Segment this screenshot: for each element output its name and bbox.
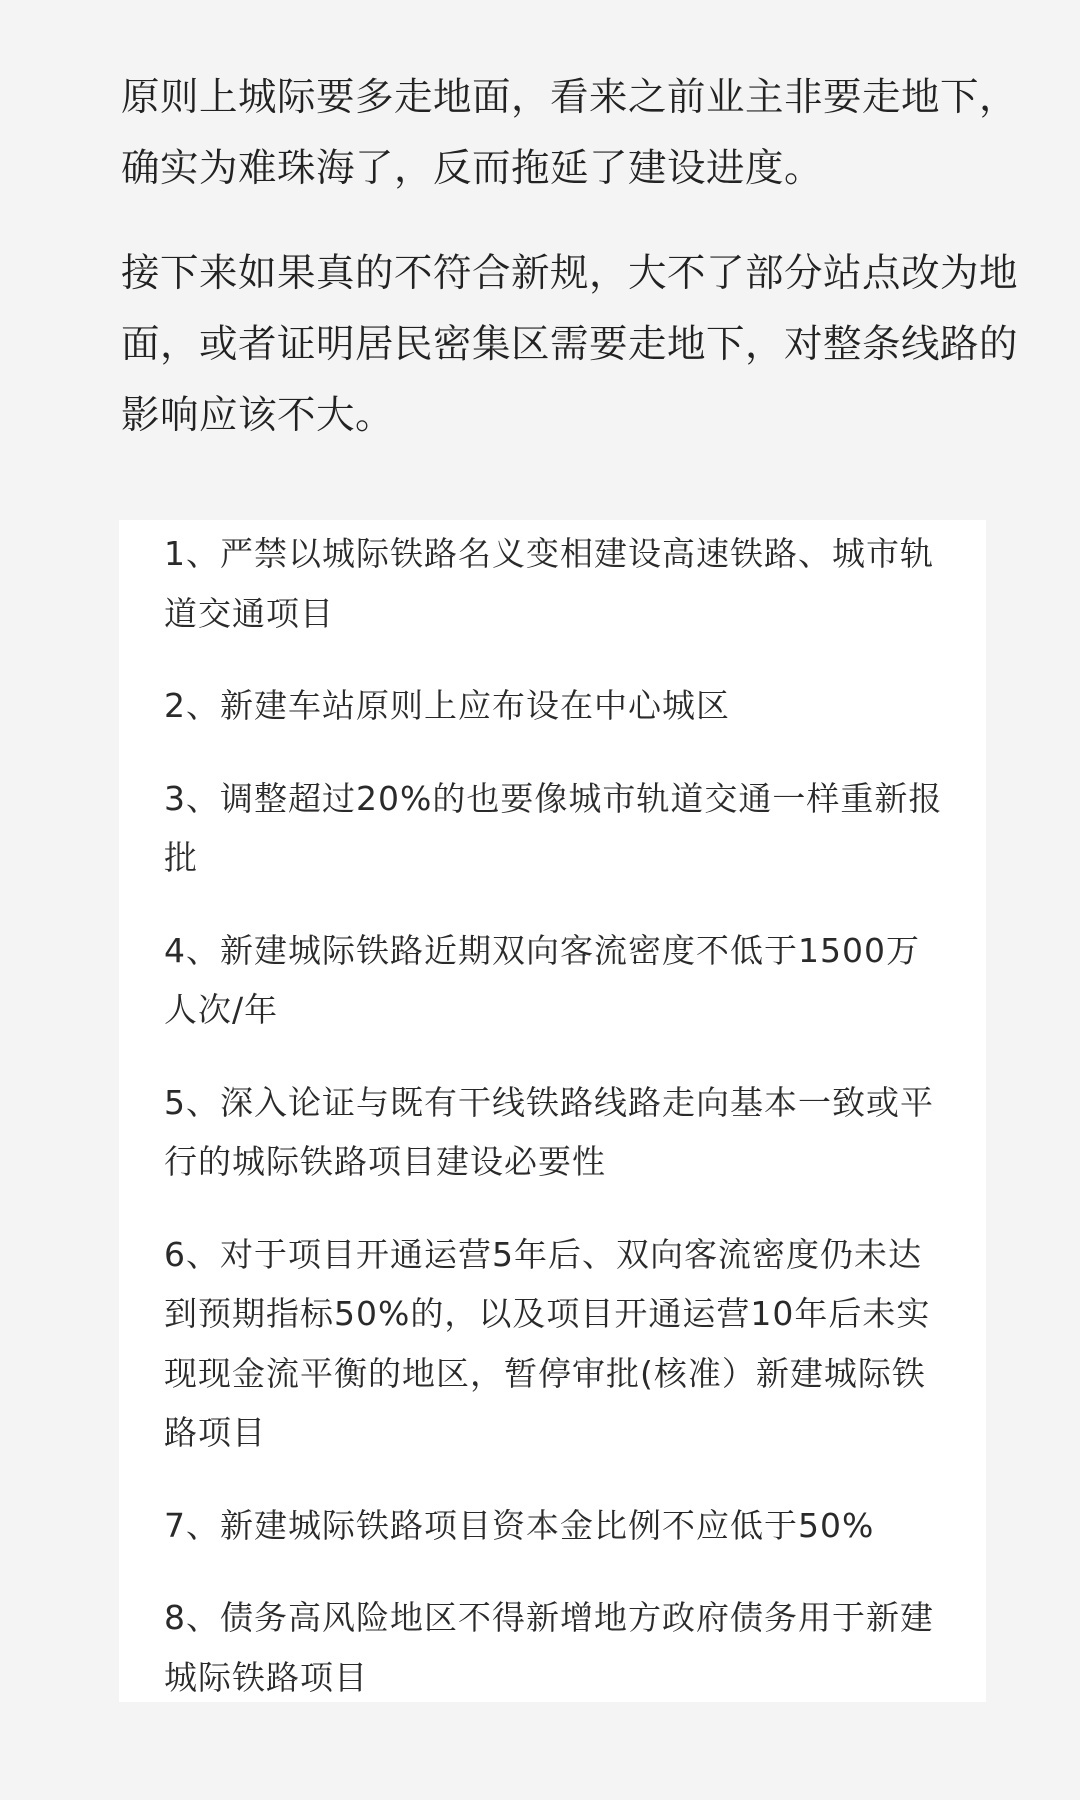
embedded-rules-image[interactable] xyxy=(119,520,986,1702)
rule-item-4: 4、新建城际铁路近期双向客流密度不低于1500万人次/年 xyxy=(164,930,920,1029)
rule-item-6: 6、对于项目开通运营5年后、双向客流密度仍未达到预期指标50%的，以及项目开通运营10年后未实现现金流平衡的地区，暂停审批(核准）新建城际铁路项目 xyxy=(164,1234,931,1452)
rules-list xyxy=(164,524,946,1707)
rule-item-8: 8、债务高风险地区不得新增地方政府债务用于新建城际铁路项目 xyxy=(164,1598,934,1697)
rule-item-5: 5、深入论证与既有干线铁路线路走向基本一致或平行的城际铁路项目建设必要性 xyxy=(164,1082,934,1181)
rule-item-1: 1、严禁以城际铁路名义变相建设高速铁路、城市轨道交通项目 xyxy=(164,534,934,633)
post-paragraph-1: 原则上城际要多走地面，看来之前业主非要走地下，确实为难珠海了，反而拖延了建设进度。 xyxy=(121,75,1019,191)
rule-item-7: 7、新建城际铁路项目资本金比例不应低于50% xyxy=(164,1505,875,1545)
post-body xyxy=(121,62,1026,451)
rule-item-2: 2、新建车站原则上应布设在中心城区 xyxy=(164,686,730,725)
post-paragraph-2: 接下来如果真的不符合新规，大不了部分站点改为地面，或者证明居民密集区需要走地下，对整条线路的影响应该不大。 xyxy=(121,251,1019,438)
rule-item-3: 3、调整超过20%的也要像城市轨道交通一样重新报批 xyxy=(164,778,943,877)
